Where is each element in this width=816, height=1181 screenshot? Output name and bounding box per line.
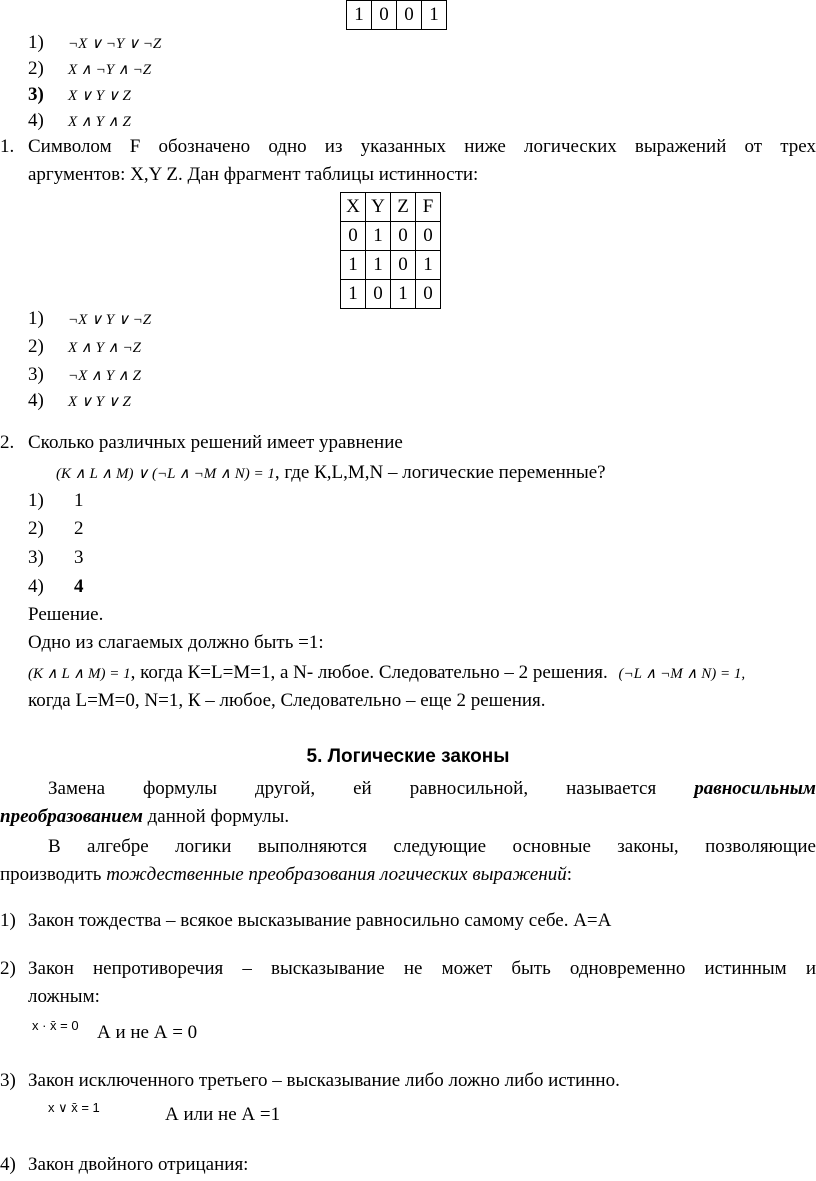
option-number: 1) [28,32,44,53]
option-number: 4) [28,390,44,411]
law-formula: x · x̄ = 0 [32,1018,79,1033]
option-value: 3 [74,547,84,568]
option-item [28,308,151,330]
option-item [28,390,131,412]
table-cell: 1 [347,1,372,30]
table-header-cell: F [416,193,441,222]
table-cell: 0 [416,280,441,309]
law-item [0,1154,248,1176]
table-cell: 0 [341,222,366,251]
option-item [28,336,141,358]
option-value: 1 [74,490,84,511]
equation-formula: (K ∧ L ∧ M) ∨ (¬L ∧ ¬M ∧ N) = 1 [56,466,275,482]
table-cell: 0 [391,251,416,280]
table-cell: 0 [416,222,441,251]
table-cell: 0 [397,1,422,30]
equation-line [56,462,606,484]
solution-text: Одно из слагаемых должно быть =1: [28,632,324,653]
option-number: 1) [28,490,44,511]
table-cell: 1 [422,1,447,30]
law-text: Закон двойного отрицания: [28,1154,249,1175]
paragraph-line: В алгебре логики выполняются следующие основные законы, позволяющие [48,836,816,857]
option-value: 2 [74,518,84,539]
table-row [341,280,441,309]
option-formula: ¬X ∧ Y ∧ Z [68,368,141,384]
table-cell: 0 [366,280,391,309]
word: ей [353,778,372,799]
solution-formula: (K ∧ L ∧ M) = 1 [28,666,131,682]
option-item [28,32,161,54]
table-cell: 1 [366,251,391,280]
paragraph-text: производить [0,864,107,885]
option-formula: X ∧ ¬Y ∧ ¬Z [68,62,152,78]
option-item [28,576,84,598]
term-bold: преобразованием [0,806,143,827]
option-formula: X ∧ Y ∧ Z [68,114,131,130]
law-number: 4) [0,1154,16,1175]
solution-text: когда L=M=0, N=1, К – любое, Следовательно – еще 2 решения. [28,690,546,711]
option-number: 2) [28,518,44,539]
table-cell: 1 [416,251,441,280]
law-item [0,1070,620,1092]
table-cell: 1 [341,280,366,309]
section-title: 5. Логические законы [306,746,510,767]
option-formula: ¬X ∨ ¬Y ∨ ¬Z [68,36,162,52]
question-text: аргументов: X,Y Z. Дан фрагмент таблицы истинности: [28,164,479,185]
option-formula: X ∧ Y ∧ ¬Z [68,340,141,356]
table-cell: 1 [391,280,416,309]
option-number: 3) [28,547,44,568]
top-truth-table-fragment [346,0,447,30]
table-cell: 1 [341,251,366,280]
solution-label: Решение. [28,604,104,625]
table-header-cell: Y [366,193,391,222]
table-cell: 0 [391,222,416,251]
law-number: 3) [0,1070,16,1091]
option-number: 1) [28,308,44,329]
law-text: ложным: [28,986,100,1007]
law-text: Закон непротиворечия – высказывание не может быть одновременно истинным и [28,958,816,979]
truth-table [340,192,441,309]
law-caption: А и не А = 0 [97,1022,198,1043]
option-value: 4 [74,576,84,597]
option-item [28,547,84,569]
word: равносильной, [409,778,529,799]
option-number: 4) [28,110,44,131]
table-row [347,1,447,30]
word: другой, [254,778,316,799]
solution-text-part: , когда К=L=M=1, а N- любое. Следовательно – 2 решения. [130,662,608,683]
option-number: 3) [28,364,44,385]
table-header-cell: X [341,193,366,222]
option-item [28,110,131,132]
table-cell: 0 [372,1,397,30]
solution-formula: (¬L ∧ ¬M ∧ N) = 1, [618,666,746,682]
law-formula: x ∨ x̄ = 1 [48,1100,100,1115]
option-formula: X ∨ Y ∨ Z [68,88,131,104]
option-formula: X ∨ Y ∨ Z [68,394,131,410]
table-header-cell: Z [391,193,416,222]
table-header-row [341,193,441,222]
question-number: 1. [0,136,15,157]
option-item [28,58,151,80]
term-bold: равносильным [694,778,816,799]
option-number: 2) [28,58,44,79]
table-row [341,251,441,280]
option-item [28,490,84,512]
solution-text [28,662,745,684]
law-number: 2) [0,958,16,979]
question-text: Сколько различных решений имеет уравнение [28,432,403,453]
law-item [0,910,611,932]
option-item [28,518,84,540]
term-italic: тождественные преобразования логических выражений [106,864,567,885]
option-item [28,364,141,386]
paragraph-line [48,778,816,800]
law-caption: А или не А =1 [165,1104,281,1125]
option-number: 2) [28,336,44,357]
option-item [28,84,131,106]
paragraph-line [0,864,572,886]
paragraph-text: данной формулы. [142,806,290,827]
law-number: 1) [0,910,16,931]
law-text: Закон исключенного третьего – высказывание либо ложно либо истинно. [28,1070,620,1091]
equation-suffix: , где К,L,M,N – логические переменные? [274,462,606,483]
option-formula: ¬X ∨ Y ∨ ¬Z [68,312,152,328]
option-number: 4) [28,576,44,597]
table-row [341,222,441,251]
question-text: Символом F обозначено одно из указанных ниже логических выражений от трех [28,136,816,157]
paragraph-line [0,806,289,828]
option-number: 3) [28,84,44,105]
word: называется [566,778,657,799]
paragraph-text: : [566,864,573,885]
law-text: Закон тождества – всякое высказывание равносильно самому себе. А=А [28,910,612,931]
word: формулы [143,778,217,799]
table-cell: 1 [366,222,391,251]
word: Замена [48,778,106,799]
question-number: 2. [0,432,15,453]
